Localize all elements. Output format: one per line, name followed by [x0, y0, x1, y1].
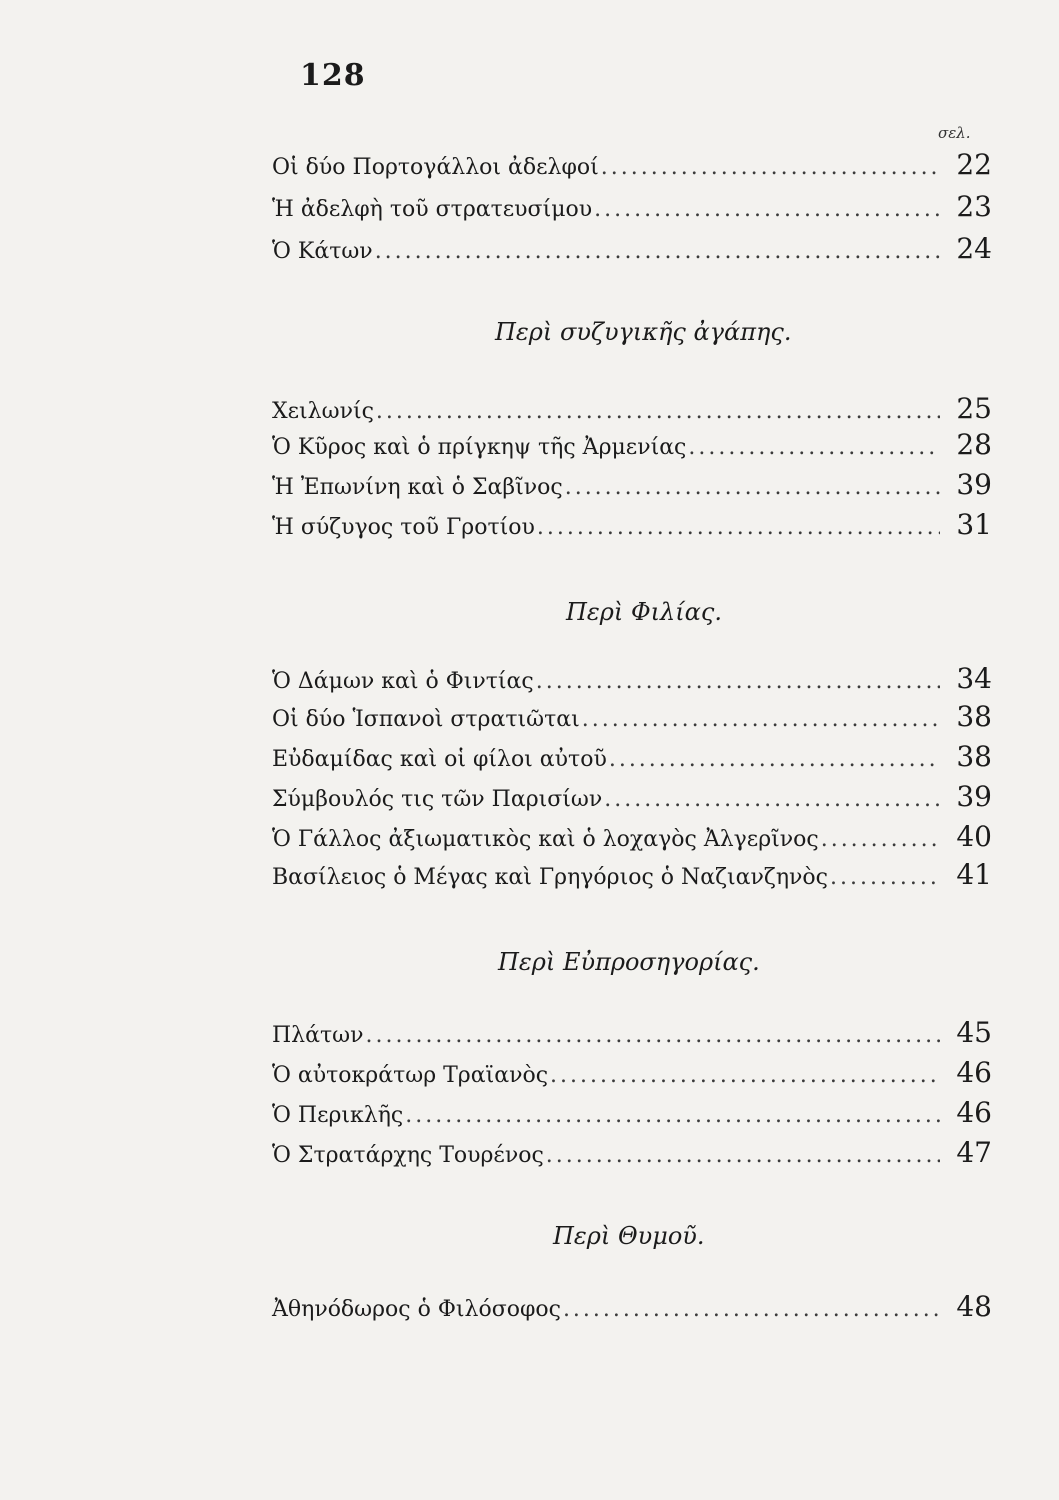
dot-leader — [376, 399, 940, 424]
dot-leader — [563, 1297, 940, 1322]
toc-entry-title: Ὁ Στρατάρχης Τουρένος — [272, 1143, 544, 1168]
toc-entry-title: Ἡ σύζυγος τοῦ Γροτίου — [272, 515, 535, 540]
toc-entry-title: Ὁ Κάτων — [272, 239, 373, 264]
dot-leader — [609, 747, 940, 772]
toc-entry-title: Οἱ δύο Ἱσπανοὶ στρατιῶται — [272, 707, 580, 732]
toc-entry-page: 41 — [956, 858, 992, 891]
toc-entry-title: Ἀθηνόδωρος ὁ Φιλόσοφος — [272, 1297, 561, 1322]
toc-entry-title: Ὁ αὐτοκράτωρ Τραϊανὸς — [272, 1063, 549, 1088]
toc-entry — [272, 1136, 992, 1174]
toc-entry — [272, 1290, 992, 1328]
dot-leader — [546, 1143, 940, 1168]
toc-entry-page: 46 — [956, 1056, 992, 1089]
toc-entry-title: Ἡ ἀδελφὴ τοῦ στρατευσίμου — [272, 197, 593, 222]
toc-entry-title: Εὐδαμίδας καὶ οἱ φίλοι αὐτοῦ — [272, 747, 607, 772]
toc-entry — [272, 1016, 992, 1054]
dot-leader — [550, 1063, 940, 1088]
toc-entry-page: 38 — [956, 700, 992, 733]
toc-entry — [272, 740, 992, 778]
section-heading: Περὶ Θυμοῦ. — [553, 1222, 705, 1250]
toc-entry-page: 38 — [956, 740, 992, 773]
toc-entry-page: 40 — [956, 820, 992, 853]
toc-entry — [272, 190, 992, 228]
dot-leader — [365, 1023, 940, 1048]
toc-entry-title: Σύμβουλός τις τῶν Παρισίων — [272, 787, 603, 812]
toc-entry-page: 34 — [956, 662, 992, 695]
section-heading: Περὶ Εὐπροσηγορίας. — [498, 948, 760, 976]
toc-entry-page: 47 — [956, 1136, 992, 1169]
toc-entry-page: 25 — [956, 392, 992, 425]
toc-entry-title: Οἱ δύο Πορτογάλλοι ἀδελφοί — [272, 155, 599, 180]
toc-entry — [272, 1096, 992, 1134]
dot-leader — [537, 515, 940, 540]
toc-entry — [272, 428, 992, 466]
toc-entry-title: Ὁ Κῦρος καὶ ὁ πρίγκηψ τῆς Ἀρμενίας — [272, 435, 687, 460]
dot-leader — [688, 435, 940, 460]
toc-entry-title: Ἡ Ἐπωνίνη καὶ ὁ Σαβῖνος — [272, 475, 563, 500]
toc-entry-title: Πλάτων — [272, 1023, 364, 1048]
toc-entry-title: Βασίλειος ὁ Μέγας καὶ Γρηγόριος ὁ Ναζιανζηνὸς — [272, 865, 828, 890]
toc-entry-page: 46 — [956, 1096, 992, 1129]
dot-leader — [565, 475, 940, 500]
toc-entry-title: Ὁ Περικλῆς — [272, 1103, 404, 1128]
dot-leader — [601, 155, 940, 180]
toc-entry — [272, 392, 992, 430]
dot-leader — [582, 707, 940, 732]
toc-entry-page: 39 — [956, 780, 992, 813]
toc-entry-page: 22 — [956, 148, 992, 181]
toc-entry-page: 31 — [956, 508, 992, 541]
dot-leader — [375, 239, 940, 264]
dot-leader — [536, 669, 940, 694]
toc-entry-page: 23 — [956, 190, 992, 223]
toc-entry-page: 48 — [956, 1290, 992, 1323]
section-heading: Περὶ συζυγικῆς ἀγάπης. — [495, 318, 792, 346]
toc-entry-page: 28 — [956, 428, 992, 461]
toc-entry — [272, 148, 992, 186]
section-heading: Περὶ Φιλίας. — [566, 598, 722, 626]
page-number: 128 — [300, 58, 366, 93]
toc-entry — [272, 700, 992, 738]
toc-entry-title: Χειλωνίς — [272, 399, 374, 424]
toc-entry-page: 45 — [956, 1016, 992, 1049]
toc-entry — [272, 858, 992, 896]
toc-entry — [272, 232, 992, 270]
toc-entry-title: Ὁ Γάλλος ἀξιωματικὸς καὶ ὁ λοχαγὸς Ἀλγερῖνος — [272, 827, 819, 852]
dot-leader — [604, 787, 940, 812]
toc-entry-page: 39 — [956, 468, 992, 501]
page-column-label: σελ. — [938, 124, 971, 142]
dot-leader — [821, 827, 940, 852]
toc-entry — [272, 780, 992, 818]
dot-leader — [830, 865, 940, 890]
dot-leader — [594, 197, 940, 222]
toc-entry-page: 24 — [956, 232, 992, 265]
toc-entry — [272, 508, 992, 546]
toc-entry — [272, 468, 992, 506]
toc-entry — [272, 662, 992, 700]
toc-entry — [272, 1056, 992, 1094]
toc-entry — [272, 820, 992, 858]
toc-entry-title: Ὁ Δάμων καὶ ὁ Φιντίας — [272, 669, 534, 694]
dot-leader — [405, 1103, 940, 1128]
